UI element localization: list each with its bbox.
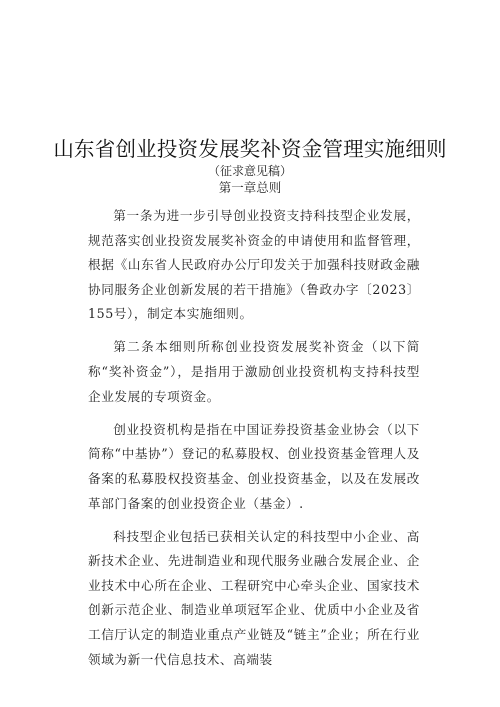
document-title: 山东省创业投资发展奖补资金管理实施细则 [53,137,447,161]
paragraph-vc-definition: 创业投资机构是指在中国证券投资基金业协会（以下简称“中基协”）登记的私募股权、创业投资基金管理人及备案的私募股权投资基金、创业投资基金，以及在发展改革部门备案的创业投资企业（基金）. [88,421,420,511]
paragraph-tech-enterprise-definition: 科技型企业包括已获相关认定的科技型中小企业、高新技术企业、先进制造业和现代服务业融合发展企业、企业技术中心所在企业、工程研究中心牵头企业、国家技术创新示范企业、制造业单项冠军企业、优质中小企业及省工信厅认定的制造业重点产业链及“链主”企业；所在行业领域为新一代信息技术、高端装 [88,528,420,667]
document-body [88,204,420,672]
paragraph-article-2: 第二条本细则所称创业投资发展奖补资金（以下简称“奖补资金”），是指用于激励创业投资机构支持科技型企业发展的专项资金。 [88,339,420,404]
document-subtitle: （征求意见稿） [207,164,292,178]
chapter-heading: 第一章总则 [218,180,282,195]
paragraph-article-1: 第一条为进一步引导创业投资支持科技型企业发展，规范落实创业投资发展奖补资金的申请使用和监督管理，根据《山东省人民政府办公厅印发关于加强科技财政金融协同服务企业创新发展的若干措施》（鲁政办字〔2023〕155号），制定本实施细则。 [88,208,420,322]
